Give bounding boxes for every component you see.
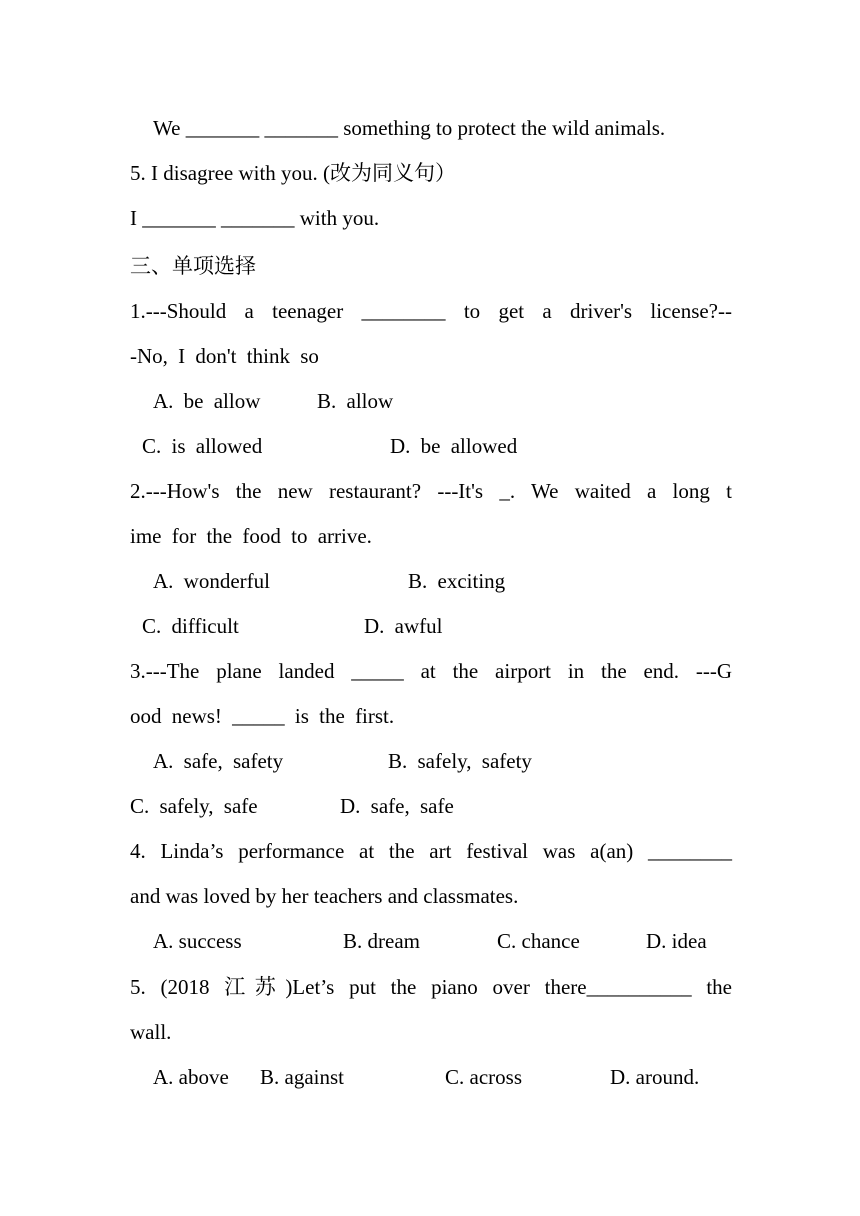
question-1-option-a: A. be allow — [153, 389, 261, 413]
question-3-line-1: 3.---The plane landed _____ at the airport in the end. ---G — [130, 659, 732, 683]
question-5-option-c: C. across — [445, 1065, 522, 1089]
question-3-option-d: D. safe, safe — [340, 794, 454, 818]
part2-q5-answer: I _______ _______ with you. — [130, 206, 380, 230]
question-4-option-b: B. dream — [343, 929, 420, 953]
question-3-option-a: A. safe, safety — [153, 749, 284, 773]
question-2-option-a: A. wonderful — [153, 569, 270, 593]
question-1-line-2: -No, I don't think so — [130, 344, 319, 368]
question-2-option-b: B. exciting — [408, 569, 506, 593]
question-5-line-2: wall. — [130, 1020, 172, 1044]
question-3-option-c: C. safely, safe — [130, 794, 258, 818]
question-5-option-d: D. around. — [610, 1065, 700, 1089]
question-1-option-b: B. allow — [317, 389, 394, 413]
question-5-line-1: 5. (2018 江苏)Let’s put the piano over there__________ the — [130, 975, 732, 999]
question-3-option-b: B. safely, safety — [388, 749, 532, 773]
question-3-line-2: ood news! _____ is the first. — [130, 704, 395, 728]
question-4-line-2: and was loved by her teachers and classmates. — [130, 884, 519, 908]
question-2-line-2: ime for the food to arrive. — [130, 524, 372, 548]
section-title: 三、单项选择 — [130, 254, 256, 278]
question-2-option-d: D. awful — [364, 614, 443, 638]
question-2-line-1: 2.---How's the new restaurant? ---It's _. We waited a long t — [130, 479, 732, 503]
question-4-option-c: C. chance — [497, 929, 580, 953]
question-5-option-a: A. above — [153, 1065, 229, 1089]
question-5-option-b: B. against — [260, 1065, 344, 1089]
question-4-line-1: 4. Linda’s performance at the art festival was a(an) ________ — [130, 839, 732, 863]
part2-q5-prompt: 5. I disagree with you. (改为同义句） — [130, 161, 457, 185]
question-2-option-c: C. difficult — [142, 614, 239, 638]
part2-line-we: We _______ _______ something to protect the wild animals. — [153, 116, 666, 140]
question-1-option-c: C. is allowed — [142, 434, 263, 458]
question-4-option-d: D. idea — [646, 929, 707, 953]
question-1-option-d: D. be allowed — [390, 434, 518, 458]
question-1-line-1: 1.---Should a teenager ________ to get a driver's license?-- — [130, 299, 732, 323]
question-4-option-a: A. success — [153, 929, 242, 953]
